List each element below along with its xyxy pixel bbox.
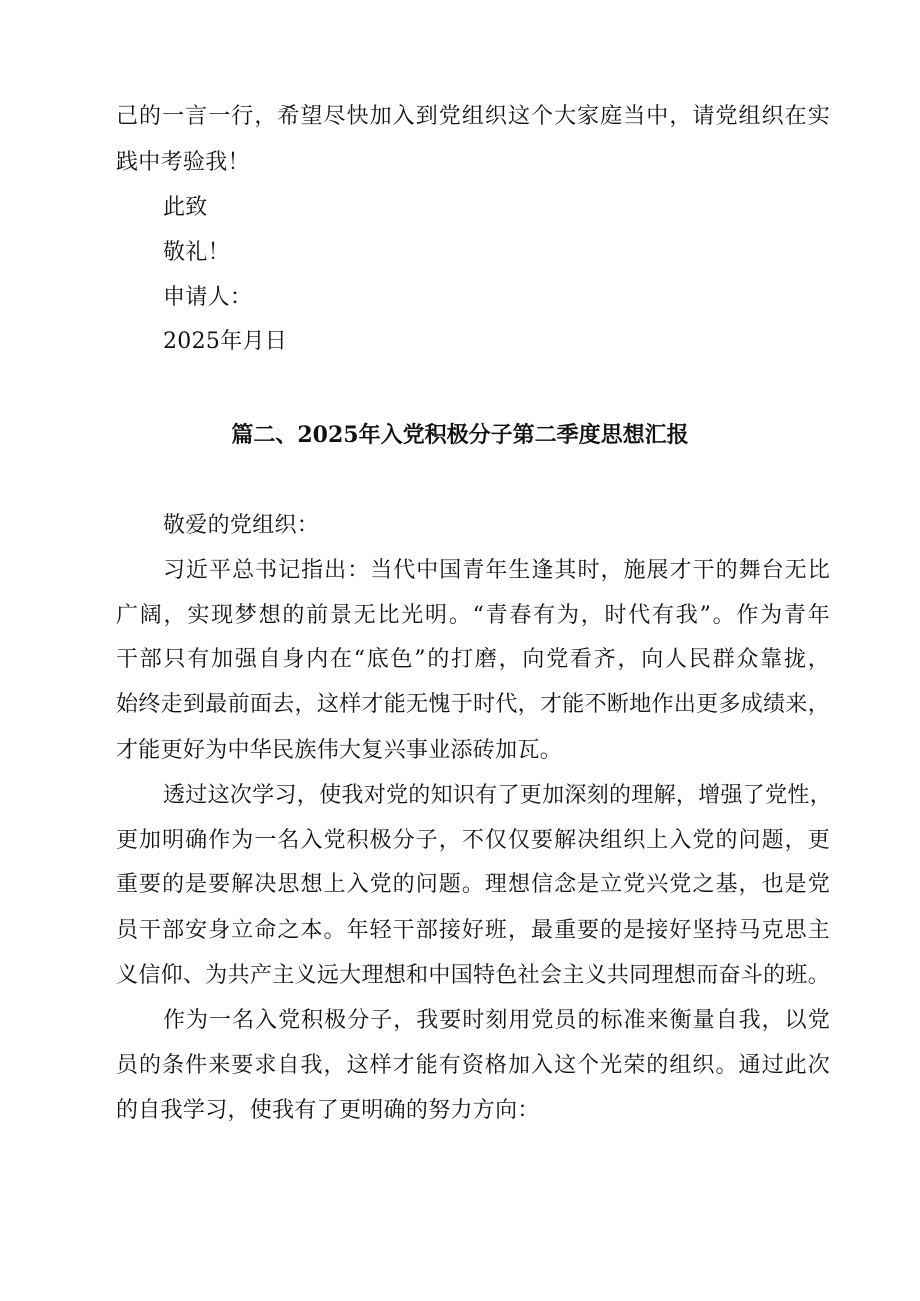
paragraph-line: 的自我学习，使我有了更明确的努力方向：: [116, 1098, 540, 1123]
paragraph-line: 透过这次学习，使我对党的知识有了更加深刻的理解，增强了党性，: [163, 783, 833, 808]
date-line: 2025年月日: [163, 329, 288, 354]
body-text-line: 己的一言一行，希望尽快加入到党组织这个大家庭当中，请党组织在实: [116, 104, 830, 129]
body-text-line: 践中考验我！: [116, 150, 250, 175]
section-title: 篇二、2025年入党积极分子第二季度思想汇报: [231, 422, 689, 448]
closing-line: 敬礼！: [163, 240, 230, 265]
paragraph-line: 重要的是要解决思想上入党的问题。理想信念是立党兴党之基，也是党: [116, 872, 830, 897]
paragraph-line: 员干部安身立命之本。年轻干部接好班，最重要的是接好坚持马克思主: [116, 918, 830, 943]
paragraph-line: 更加明确作为一名入党积极分子，不仅仅要解决组织上入党的问题，更: [116, 828, 830, 853]
paragraph-line: 始终走到最前面去，这样才能无愧于时代，才能不断地作出更多成绩来，: [116, 692, 830, 717]
paragraph-line: 习近平总书记指出：当代中国青年生逢其时，施展才干的舞台无比: [163, 558, 830, 583]
salutation: 敬爱的党组织：: [163, 513, 320, 538]
paragraph-line: 义信仰、为共产主义远大理想和中国特色社会主义共同理想而奋斗的班。: [116, 963, 830, 988]
paragraph-line: 作为一名入党积极分子，我要时刻用党员的标准来衡量自我，以党: [163, 1008, 830, 1033]
paragraph-line: 员的条件来要求自我，这样才能有资格加入这个光荣的组织。通过此次: [116, 1053, 830, 1078]
applicant-label: 申请人：: [163, 285, 253, 310]
paragraph-line: 才能更好为中华民族伟大复兴事业添砖加瓦。: [116, 738, 563, 763]
closing-line: 此致: [163, 195, 208, 220]
paragraph-line: 干部只有加强自身内在“底色”的打磨，向党看齐，向人民群众靠拢，: [116, 647, 830, 672]
paragraph-line: 广阔，实现梦想的前景无比光明。“青春有为，时代有我”。作为青年: [116, 603, 830, 628]
